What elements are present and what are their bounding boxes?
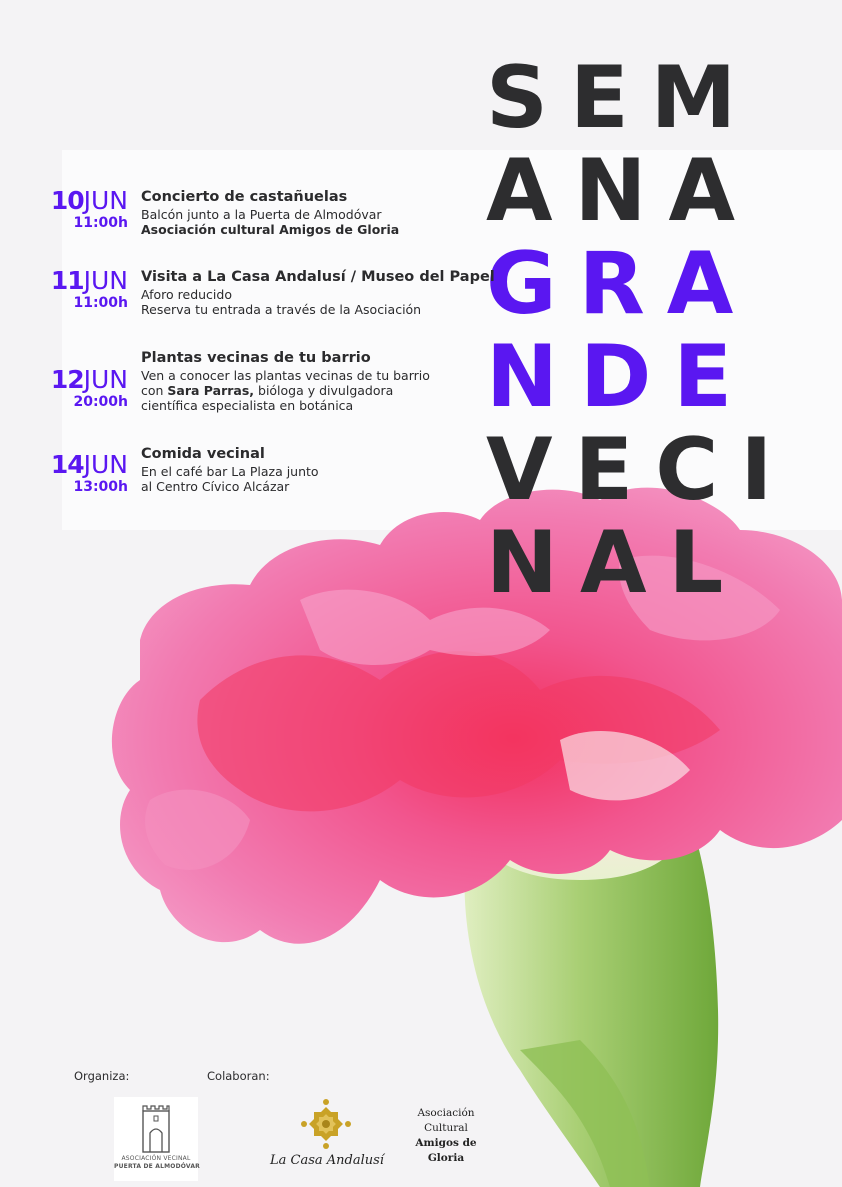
event-month: JUN — [83, 186, 128, 215]
title-line-2: ANA — [486, 141, 758, 241]
event-day: 11 — [50, 266, 84, 295]
title-line-6: NAL — [486, 513, 746, 613]
event-info — [141, 445, 481, 494]
event-info — [141, 349, 481, 413]
event-info — [141, 188, 481, 237]
amigos-de-gloria-logo: Asociación Cultural Amigos de Gloria — [415, 1107, 477, 1164]
event-date — [40, 367, 128, 410]
event-month: JUN — [83, 450, 128, 479]
lca-name: La Casa Andalusí — [270, 1153, 384, 1168]
event-description: En el café bar La Plaza junto — [141, 464, 319, 479]
event-description: Reserva tu entrada a través de la Asociación — [141, 302, 422, 317]
event-title: Concierto de castañuelas — [141, 189, 348, 205]
event-title: Visita a La Casa Andalusí / Museo del Papel — [141, 269, 495, 285]
event-time: 11:00h — [73, 215, 128, 231]
av-name-line2: PUERTA DE ALMODÓVAR — [114, 1163, 201, 1170]
event-date — [40, 452, 128, 495]
event-date — [40, 188, 128, 231]
event-day: 14 — [50, 450, 84, 479]
event-description: Ven a conocer las plantas vecinas de tu barrio — [141, 368, 430, 383]
event-description: Balcón junto a la Puerta de Almodóvar — [141, 207, 382, 222]
event-day: 10 — [50, 186, 84, 215]
event-title: Plantas vecinas de tu barrio — [141, 350, 371, 366]
title-line-4: NDE — [486, 327, 755, 427]
event-description: al Centro Cívico Alcázar — [141, 479, 290, 494]
organiza-label: Organiza: — [74, 1069, 130, 1083]
poster-title — [486, 48, 795, 613]
event-description: Aforo reducido — [141, 287, 232, 302]
title-line-5: VECI — [486, 420, 795, 520]
event-month: JUN — [83, 365, 128, 394]
event-time: 20:00h — [73, 394, 128, 410]
event-title: Comida vecinal — [141, 446, 265, 462]
event-description: con Sara Parras, bióloga y divulgadora — [141, 383, 394, 398]
event-date — [40, 268, 128, 311]
asociacion-vecinal-logo — [114, 1097, 201, 1181]
event-organizer: Asociación cultural Amigos de Gloria — [141, 222, 400, 237]
gate-tower-icon — [142, 1103, 170, 1153]
event-time: 11:00h — [73, 295, 128, 311]
star-ornament-icon — [300, 1098, 352, 1150]
event-day: 12 — [50, 365, 84, 394]
av-name-line1: ASOCIACIÓN VECINAL — [121, 1155, 191, 1162]
title-line-3: GRA — [486, 234, 756, 334]
la-casa-andalusi-logo — [270, 1098, 382, 1174]
event-month: JUN — [83, 266, 128, 295]
event-time: 13:00h — [73, 479, 128, 495]
title-line-1: SEM — [486, 48, 759, 148]
event-description: científica especialista en botánica — [141, 398, 354, 413]
colaboran-label: Colaboran: — [207, 1069, 270, 1083]
event-info — [141, 268, 495, 317]
speaker-name: Sara Parras, — [167, 383, 255, 398]
